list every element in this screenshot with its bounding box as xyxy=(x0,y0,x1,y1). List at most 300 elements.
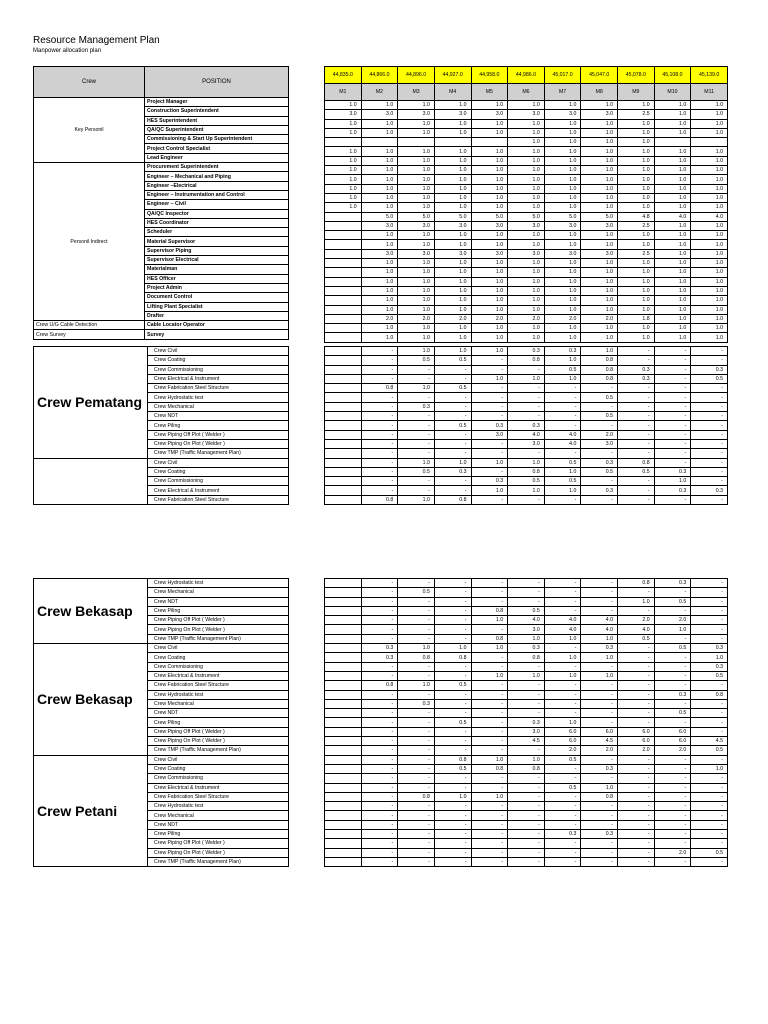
value-cell: 1.0 xyxy=(398,147,435,156)
personnel-values-table xyxy=(324,66,728,343)
crew-value-row xyxy=(325,746,728,755)
value-cell: - xyxy=(361,477,398,486)
value-cell: - xyxy=(618,792,655,801)
value-cell: 0.8 xyxy=(434,653,471,662)
value-cell: 1.0 xyxy=(398,240,435,249)
value-cell: - xyxy=(544,579,581,588)
value-cell: 1.0 xyxy=(508,203,545,212)
value-cell: 1.0 xyxy=(398,184,435,193)
crew-name: Crew NDT xyxy=(148,820,289,829)
value-cell: - xyxy=(544,495,581,504)
value-cell: 1.0 xyxy=(654,193,691,202)
value-cell: 1.0 xyxy=(398,259,435,268)
value-cell: 0.8 xyxy=(691,690,728,699)
value-cell: 1.0 xyxy=(398,277,435,286)
value-cell: 3.0 xyxy=(471,221,508,230)
value-row xyxy=(325,119,728,128)
value-cell: - xyxy=(691,681,728,690)
value-cell xyxy=(325,467,362,476)
group-label: Crew U/G Cable Detection xyxy=(34,321,145,330)
value-cell: 1.0 xyxy=(581,128,618,137)
value-cell: - xyxy=(508,746,545,755)
date-cell: 44,866.0 xyxy=(361,67,398,84)
value-cell xyxy=(325,347,362,356)
value-cell: 0.5 xyxy=(544,365,581,374)
crew-name: Crew Mechanical xyxy=(148,588,289,597)
value-cell: 1.0 xyxy=(691,147,728,156)
value-cell: 0.3 xyxy=(434,467,471,476)
crew-name: Crew Hydrostatic test xyxy=(148,393,289,402)
value-cell: - xyxy=(544,402,581,411)
value-cell: - xyxy=(434,597,471,606)
value-cell: 1.0 xyxy=(691,184,728,193)
value-cell: - xyxy=(691,449,728,458)
value-cell: 3.0 xyxy=(508,249,545,258)
value-cell: 1.0 xyxy=(361,101,398,110)
value-cell: 0.3 xyxy=(581,458,618,467)
value-cell: 1.0 xyxy=(654,296,691,305)
value-cell: - xyxy=(398,783,435,792)
value-cell: 1.0 xyxy=(325,166,362,175)
value-cell: 1.0 xyxy=(544,671,581,680)
crew-name: Crew Commissioning xyxy=(148,662,289,671)
value-cell: 0.3 xyxy=(691,662,728,671)
value-cell: 1.0 xyxy=(325,203,362,212)
value-cell: 1.0 xyxy=(325,101,362,110)
value-cell: - xyxy=(654,347,691,356)
value-cell xyxy=(325,709,362,718)
value-cell: 1.0 xyxy=(508,156,545,165)
value-cell: 1.0 xyxy=(434,184,471,193)
value-cell: - xyxy=(398,634,435,643)
value-cell: 1.0 xyxy=(691,764,728,773)
value-cell: 3.0 xyxy=(508,727,545,736)
value-cell: 1.0 xyxy=(508,458,545,467)
value-cell xyxy=(325,764,362,773)
crew-name: Crew Fabrication Steel Structure xyxy=(148,384,289,393)
value-cell xyxy=(325,792,362,801)
value-cell: - xyxy=(581,477,618,486)
crew-value-row xyxy=(325,412,728,421)
value-cell: 1.0 xyxy=(398,286,435,295)
value-cell: 0.5 xyxy=(398,588,435,597)
value-cell: - xyxy=(398,606,435,615)
value-cell: 5.0 xyxy=(581,212,618,221)
value-cell: - xyxy=(471,820,508,829)
value-cell: 1.0 xyxy=(361,240,398,249)
value-cell xyxy=(325,231,362,240)
value-cell: - xyxy=(618,802,655,811)
value-cell: 1.0 xyxy=(471,644,508,653)
value-cell: 1.0 xyxy=(544,467,581,476)
value-cell: 5.0 xyxy=(471,212,508,221)
value-cell: - xyxy=(434,477,471,486)
group-label: Personil Indirect xyxy=(34,163,145,321)
value-row xyxy=(325,231,728,240)
value-cell: 1.0 xyxy=(508,755,545,764)
crew-name: Crew Electrical & Instrument xyxy=(148,671,289,680)
value-cell: - xyxy=(471,384,508,393)
value-cell: - xyxy=(471,839,508,848)
value-cell: 1.0 xyxy=(471,296,508,305)
position-label: HES Officer xyxy=(145,274,289,283)
crew-value-row xyxy=(325,579,728,588)
value-cell xyxy=(325,249,362,258)
value-cell: - xyxy=(654,606,691,615)
position-label: Document Control xyxy=(145,293,289,302)
value-cell: 1.0 xyxy=(508,175,545,184)
value-cell xyxy=(325,671,362,680)
value-cell: 0.8 xyxy=(361,384,398,393)
value-cell xyxy=(325,653,362,662)
value-cell xyxy=(325,690,362,699)
value-cell: 1.0 xyxy=(398,156,435,165)
value-cell xyxy=(325,421,362,430)
value-cell: 1.0 xyxy=(691,333,728,342)
value-cell: - xyxy=(618,811,655,820)
crew-value-row xyxy=(325,467,728,476)
value-cell: 1.0 xyxy=(471,119,508,128)
value-cell: 1.0 xyxy=(654,231,691,240)
value-cell: - xyxy=(471,625,508,634)
value-cell: 1.0 xyxy=(618,296,655,305)
date-cell: 44,896.0 xyxy=(398,67,435,84)
value-cell: 1.0 xyxy=(581,203,618,212)
value-cell: - xyxy=(361,699,398,708)
value-cell: 1.0 xyxy=(398,644,435,653)
value-cell: 1.0 xyxy=(434,333,471,342)
value-cell: 1.0 xyxy=(581,296,618,305)
value-cell: 3.0 xyxy=(581,439,618,448)
value-cell: 1.0 xyxy=(654,477,691,486)
value-cell: 0.5 xyxy=(544,783,581,792)
value-cell: - xyxy=(691,718,728,727)
value-cell: - xyxy=(691,839,728,848)
value-cell: - xyxy=(361,347,398,356)
crew-name: Crew Piling xyxy=(148,718,289,727)
position-label: Supervisor Electrical xyxy=(145,256,289,265)
value-cell: - xyxy=(471,783,508,792)
crew-value-row xyxy=(325,820,728,829)
crew-value-row xyxy=(325,634,728,643)
value-cell: 1.0 xyxy=(544,259,581,268)
position-label: Lifting Plant Specialist xyxy=(145,302,289,311)
value-cell xyxy=(654,138,691,147)
value-cell: 1.0 xyxy=(398,166,435,175)
value-cell: - xyxy=(361,579,398,588)
value-cell: - xyxy=(691,393,728,402)
value-cell: 3.0 xyxy=(508,221,545,230)
value-cell: 1.0 xyxy=(691,277,728,286)
value-cell xyxy=(325,477,362,486)
value-cell: 1.0 xyxy=(691,314,728,323)
value-cell: 1.0 xyxy=(691,128,728,137)
position-row xyxy=(34,321,289,330)
value-cell: 0.3 xyxy=(581,830,618,839)
crew-block-bekasap-petani xyxy=(33,578,289,867)
value-cell: 1.0 xyxy=(398,458,435,467)
value-cell: 0.8 xyxy=(471,764,508,773)
value-cell: - xyxy=(398,830,435,839)
value-cell: 2.0 xyxy=(581,430,618,439)
value-cell: - xyxy=(471,495,508,504)
position-label: Engineer –Electrical xyxy=(145,181,289,190)
value-cell: - xyxy=(398,625,435,634)
value-cell: - xyxy=(361,709,398,718)
value-cell: 0.3 xyxy=(398,699,435,708)
value-cell: 1.0 xyxy=(544,147,581,156)
value-cell: 0.3 xyxy=(471,421,508,430)
crew-name: Crew Mechanical xyxy=(148,402,289,411)
value-cell: 1.0 xyxy=(361,231,398,240)
value-cell: 1.0 xyxy=(398,128,435,137)
value-cell: 0.5 xyxy=(434,681,471,690)
value-cell: - xyxy=(654,755,691,764)
value-cell: 1.0 xyxy=(471,193,508,202)
value-cell: 1.0 xyxy=(654,101,691,110)
value-cell: - xyxy=(361,718,398,727)
value-row xyxy=(325,324,728,333)
value-cell: - xyxy=(398,374,435,383)
value-cell: 1.0 xyxy=(654,128,691,137)
value-cell: - xyxy=(434,802,471,811)
value-cell: 1.0 xyxy=(471,286,508,295)
value-cell: 1.0 xyxy=(508,128,545,137)
value-cell: - xyxy=(544,393,581,402)
value-cell xyxy=(325,681,362,690)
value-cell: 1.0 xyxy=(434,259,471,268)
value-cell: - xyxy=(691,830,728,839)
value-cell: 3.0 xyxy=(544,221,581,230)
value-cell: - xyxy=(691,458,728,467)
value-cell: - xyxy=(691,430,728,439)
crew-name: Crew Piping On Plot ( Welder ) xyxy=(148,737,289,746)
value-cell: 1.0 xyxy=(398,384,435,393)
value-cell: 1.0 xyxy=(544,356,581,365)
value-cell: 0.8 xyxy=(434,755,471,764)
value-cell: - xyxy=(361,690,398,699)
value-cell: 1.0 xyxy=(361,333,398,342)
value-cell: 1.0 xyxy=(618,119,655,128)
position-label: HES Superintendent xyxy=(145,116,289,125)
value-cell: - xyxy=(654,820,691,829)
value-cell: - xyxy=(618,412,655,421)
value-cell: - xyxy=(618,588,655,597)
value-cell: - xyxy=(398,718,435,727)
value-cell: 0.8 xyxy=(471,634,508,643)
value-cell: 4.0 xyxy=(691,212,728,221)
value-cell: - xyxy=(434,671,471,680)
crew-value-row xyxy=(325,802,728,811)
value-cell: 3.0 xyxy=(434,249,471,258)
value-cell: 1.0 xyxy=(618,286,655,295)
value-row xyxy=(325,286,728,295)
value-cell: 1.0 xyxy=(398,495,435,504)
value-cell: 0.8 xyxy=(618,458,655,467)
value-cell: 1.0 xyxy=(654,184,691,193)
crew-value-row xyxy=(325,653,728,662)
crew-value-row xyxy=(325,709,728,718)
value-cell: - xyxy=(618,439,655,448)
value-cell: 0.5 xyxy=(434,421,471,430)
value-cell: 0.3 xyxy=(691,644,728,653)
value-cell xyxy=(325,286,362,295)
value-cell: - xyxy=(434,737,471,746)
value-cell: - xyxy=(691,412,728,421)
date-cell: 44,986.0 xyxy=(508,67,545,84)
value-cell: - xyxy=(361,625,398,634)
value-cell: 0.5 xyxy=(654,709,691,718)
value-cell: 0.8 xyxy=(434,495,471,504)
value-cell: 2.0 xyxy=(581,746,618,755)
value-cell: - xyxy=(398,662,435,671)
value-row xyxy=(325,203,728,212)
value-cell: 1.0 xyxy=(618,128,655,137)
value-cell: - xyxy=(471,393,508,402)
value-cell: 1.0 xyxy=(361,193,398,202)
value-cell: 1.0 xyxy=(654,156,691,165)
value-cell: 1.0 xyxy=(434,119,471,128)
value-cell: - xyxy=(361,820,398,829)
value-cell: 1.0 xyxy=(471,333,508,342)
value-cell: - xyxy=(581,597,618,606)
crew-group-label: Crew Petani xyxy=(34,755,148,867)
value-cell: - xyxy=(544,644,581,653)
position-header: POSITION xyxy=(145,67,289,98)
value-cell: - xyxy=(434,830,471,839)
value-cell: 2.0 xyxy=(544,746,581,755)
position-label: Material Supervisor xyxy=(145,237,289,246)
value-cell: - xyxy=(618,449,655,458)
value-cell: 2.0 xyxy=(398,314,435,323)
value-cell: - xyxy=(361,764,398,773)
value-cell: 1.0 xyxy=(618,175,655,184)
value-cell: 1.0 xyxy=(361,128,398,137)
value-cell: 1.0 xyxy=(361,175,398,184)
value-cell xyxy=(325,486,362,495)
value-cell: - xyxy=(691,857,728,866)
value-cell: 1.0 xyxy=(618,156,655,165)
value-cell: 0.5 xyxy=(508,606,545,615)
month-cell: M8 xyxy=(581,84,618,101)
value-cell xyxy=(325,802,362,811)
value-cell: - xyxy=(508,811,545,820)
crew-value-row xyxy=(325,857,728,866)
value-row xyxy=(325,221,728,230)
crew-value-row xyxy=(325,439,728,448)
value-cell xyxy=(325,393,362,402)
value-cell: 1.0 xyxy=(508,166,545,175)
crew-value-row xyxy=(325,347,728,356)
value-cell: 4.0 xyxy=(618,625,655,634)
value-cell: - xyxy=(581,839,618,848)
value-cell: - xyxy=(471,690,508,699)
value-cell: - xyxy=(508,839,545,848)
value-cell: 0.5 xyxy=(544,458,581,467)
value-cell: - xyxy=(544,699,581,708)
value-cell: 1.0 xyxy=(581,175,618,184)
page-title: Resource Management Plan xyxy=(33,35,160,46)
value-cell: - xyxy=(691,347,728,356)
crew-value-row xyxy=(325,764,728,773)
value-cell: 1.0 xyxy=(581,333,618,342)
value-cell: 1.0 xyxy=(618,147,655,156)
value-row xyxy=(325,240,728,249)
value-cell: - xyxy=(398,857,435,866)
value-cell: - xyxy=(618,653,655,662)
value-cell: - xyxy=(434,625,471,634)
value-cell: 1.0 xyxy=(544,128,581,137)
value-cell: - xyxy=(691,597,728,606)
value-cell: 0.5 xyxy=(398,356,435,365)
value-cell: - xyxy=(691,421,728,430)
value-cell: 6.0 xyxy=(581,727,618,736)
value-cell: 6.0 xyxy=(544,737,581,746)
value-cell: - xyxy=(691,606,728,615)
value-cell: 1.0 xyxy=(544,374,581,383)
value-cell: - xyxy=(654,681,691,690)
value-cell: - xyxy=(691,802,728,811)
value-cell: - xyxy=(581,811,618,820)
value-cell: 1.0 xyxy=(544,203,581,212)
value-cell: 1.0 xyxy=(508,324,545,333)
crew-name: Crew Fabrication Steel Structure xyxy=(148,681,289,690)
crew-header: Crew xyxy=(34,67,145,98)
value-cell: 1.0 xyxy=(398,193,435,202)
value-cell: 0.3 xyxy=(618,374,655,383)
value-cell: 1.0 xyxy=(544,193,581,202)
value-cell: 2.0 xyxy=(581,314,618,323)
value-cell: 0.8 xyxy=(581,356,618,365)
crew-name: Crew Coating xyxy=(148,653,289,662)
value-cell: 1.0 xyxy=(581,277,618,286)
crew-value-row xyxy=(325,356,728,365)
value-cell: - xyxy=(654,449,691,458)
value-cell xyxy=(325,774,362,783)
value-cell xyxy=(325,644,362,653)
value-cell: - xyxy=(654,699,691,708)
value-cell: - xyxy=(361,365,398,374)
value-cell: - xyxy=(544,449,581,458)
value-cell: 4.0 xyxy=(581,616,618,625)
value-cell: 1.0 xyxy=(654,333,691,342)
value-cell: - xyxy=(361,792,398,801)
value-cell: - xyxy=(508,848,545,857)
value-cell: 3.0 xyxy=(508,439,545,448)
value-cell: - xyxy=(398,802,435,811)
value-cell: 1.0 xyxy=(581,653,618,662)
value-cell: 1.0 xyxy=(325,128,362,137)
value-cell: 1.0 xyxy=(508,101,545,110)
value-cell: 0.3 xyxy=(398,402,435,411)
month-cell: M3 xyxy=(398,84,435,101)
crew-row xyxy=(34,458,289,467)
value-cell: 1.0 xyxy=(471,128,508,137)
value-cell: 1.0 xyxy=(654,277,691,286)
crew-value-row xyxy=(325,374,728,383)
value-cell: - xyxy=(434,606,471,615)
value-cell: - xyxy=(361,727,398,736)
value-cell: 1.0 xyxy=(618,324,655,333)
value-cell: 1.0 xyxy=(471,305,508,314)
value-cell xyxy=(325,449,362,458)
value-cell: 0.3 xyxy=(654,690,691,699)
value-cell: 1.0 xyxy=(361,259,398,268)
crew-row xyxy=(34,579,289,588)
value-cell: - xyxy=(361,467,398,476)
value-cell: 3.0 xyxy=(581,249,618,258)
value-cell: - xyxy=(398,393,435,402)
